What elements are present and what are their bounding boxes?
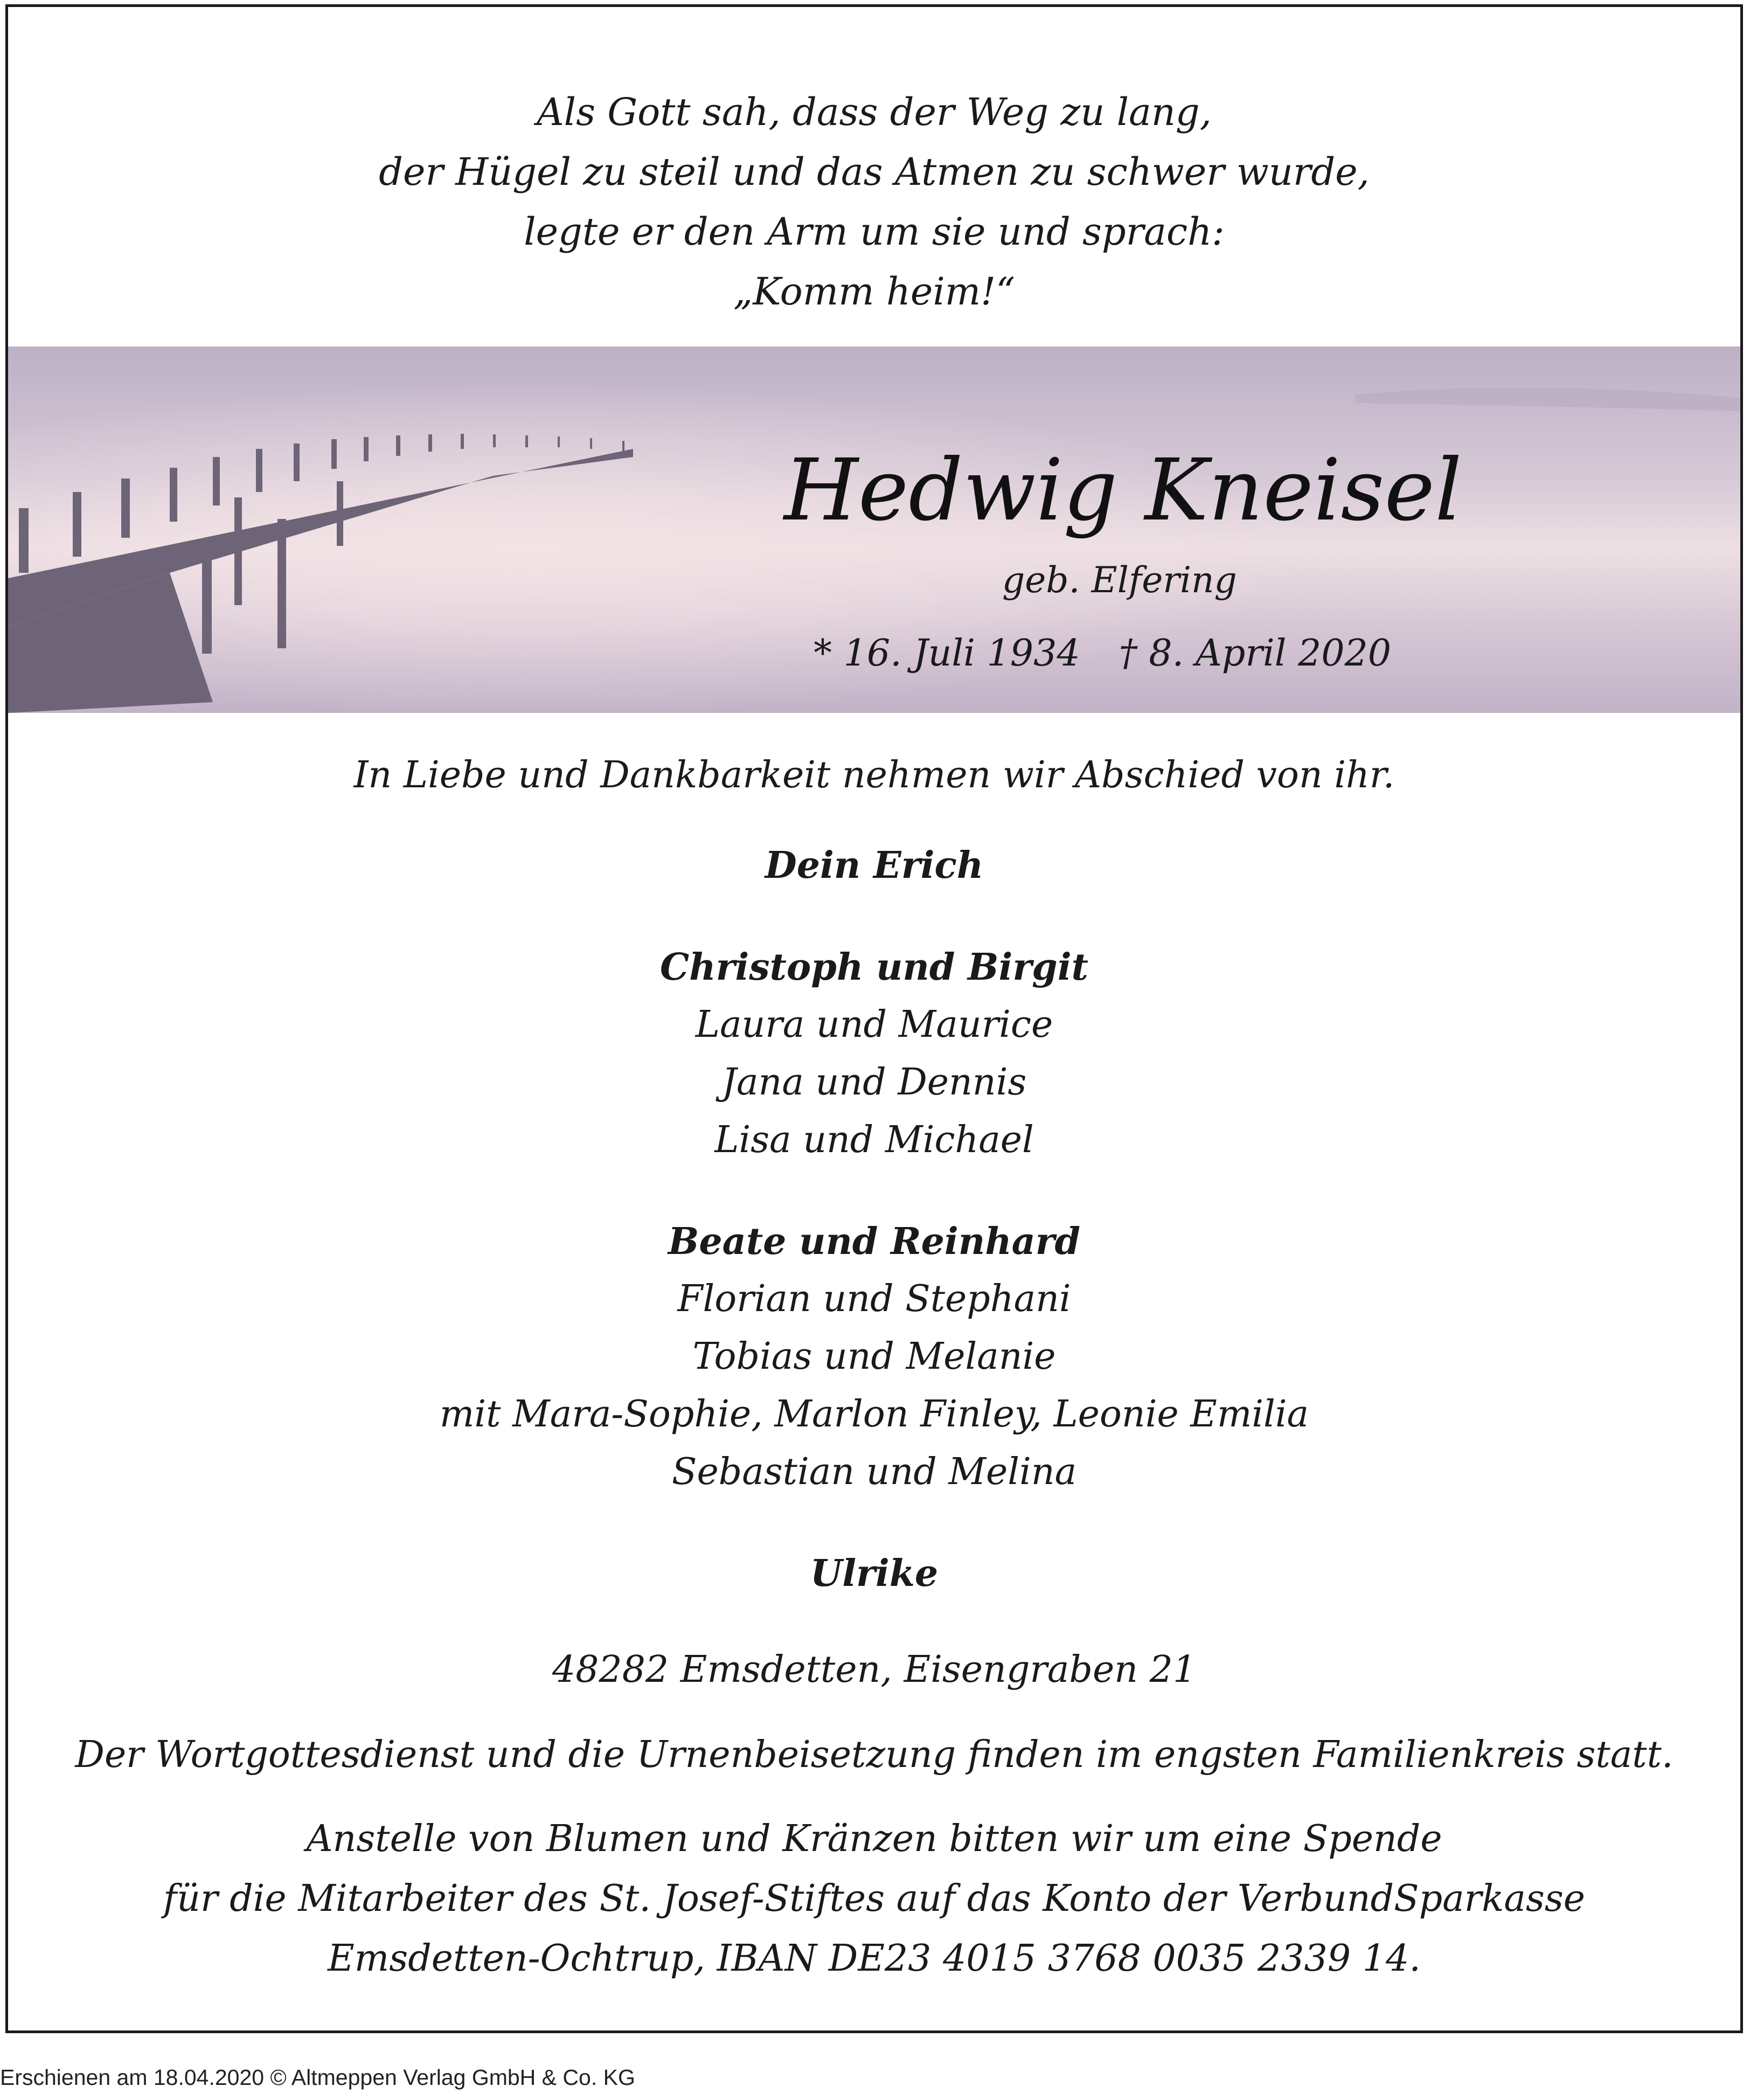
address: 48282 Emsdetten, Eisengraben 21 [552,1648,1197,1691]
family2-member: mit Mara-Sophie, Marlon Finley, Leonie Emilia [439,1393,1309,1436]
family2-member: Sebastian und Melina [671,1451,1077,1493]
poem-line: legte er den Arm um sie und sprach: [524,210,1225,254]
family2-member: Tobias und Melanie [692,1335,1056,1378]
poem-line: „Komm heim!“ [733,269,1016,314]
poem-line: der Hügel zu steil und das Atmen zu schwer wurde, [379,150,1370,194]
farewell-line: In Liebe und Dankbarkeit nehmen wir Abschied von ihr. [353,754,1395,796]
family1-member: Laura und Maurice [695,1003,1053,1046]
poem [8,82,1740,322]
deceased-name: Hedwig Kneisel [784,441,1462,540]
family2-head: Beate und Reinhard [668,1220,1081,1263]
obituary-notice [5,4,1743,2033]
family1-member: Jana und Dennis [721,1061,1027,1104]
jetty-photo-banner [8,346,1740,713]
mourner-husband: Dein Erich [765,844,984,887]
poem-line: Als Gott sah, dass der Weg zu lang, [537,90,1212,134]
death-date: † 8. April 2020 [1119,632,1392,675]
life-dates [814,632,1391,675]
family2-member: Florian und Stephani [677,1278,1071,1320]
donation-line: für die Mitarbeiter des St. Josef-Stiftes auf das Konto der VerbundSparkasse [163,1877,1585,1920]
birth-date: * 16. Juli 1934 [814,632,1080,675]
publication-footer: Erschienen am 18.04.2020 © Altmeppen Verlag GmbH & Co. KG [0,2065,635,2090]
family1-head: Christoph und Birgit [660,946,1088,989]
maiden-name: geb. Elfering [1002,559,1237,601]
donation-line: Anstelle von Blumen und Kränzen bitten wir um eine Spende [306,1818,1442,1860]
donation-line: Emsdetten-Ochtrup, IBAN DE23 4015 3768 0035 2339 14. [328,1937,1421,1980]
mourner-daughter: Ulrike [810,1552,939,1595]
service-note: Der Wortgottesdienst und die Urnenbeisetzung finden im engsten Familienkreis statt. [75,1734,1673,1776]
family1-member: Lisa und Michael [714,1119,1034,1161]
